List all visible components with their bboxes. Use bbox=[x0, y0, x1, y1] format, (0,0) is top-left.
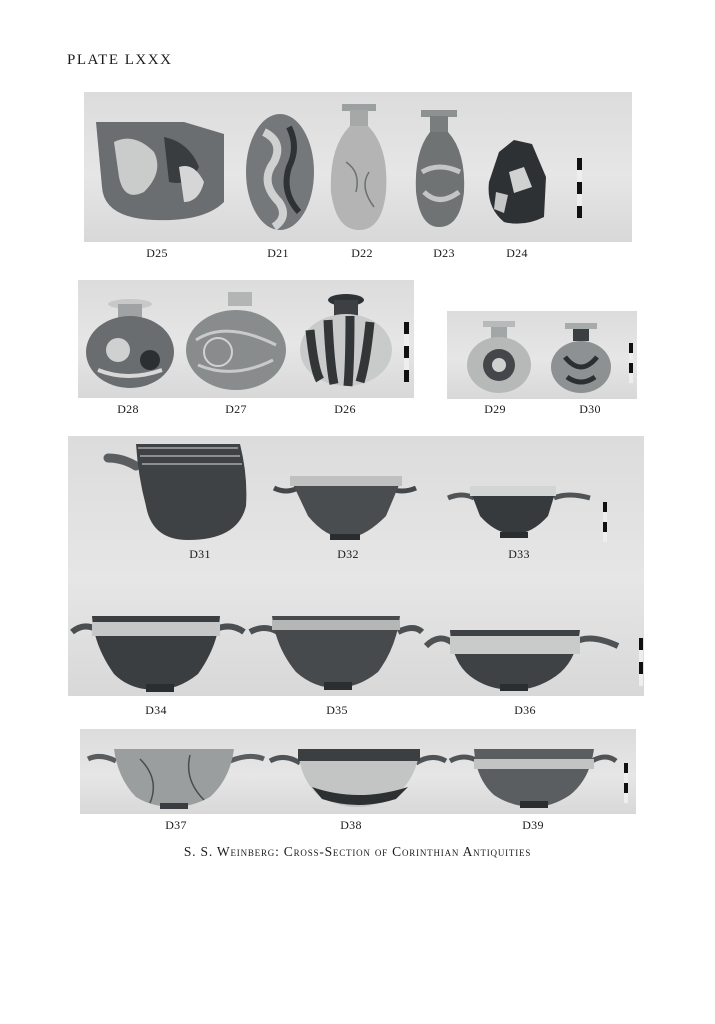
photo-panel-3 bbox=[68, 436, 644, 696]
plate-caption: S. S. Weinberg: Cross-Section of Corinthian Antiquities bbox=[183, 844, 532, 859]
plate-title: PLATE LXXX bbox=[67, 52, 173, 68]
label-d21: D21 bbox=[267, 246, 289, 260]
label-d23: D23 bbox=[433, 246, 455, 260]
label-d25: D25 bbox=[146, 246, 168, 260]
vessel-d36 bbox=[426, 630, 618, 691]
vessel-d31 bbox=[108, 444, 246, 540]
label-d32: D32 bbox=[337, 547, 359, 561]
vessel-d33 bbox=[448, 486, 590, 538]
label-d37: D37 bbox=[165, 818, 187, 832]
label-d30: D30 bbox=[579, 402, 601, 416]
vessel-d38 bbox=[270, 749, 446, 807]
photo-panel-2b bbox=[447, 311, 637, 399]
vessel-d28 bbox=[86, 299, 174, 388]
vessel-d30 bbox=[551, 323, 611, 393]
photo-panel-1 bbox=[84, 92, 632, 242]
vessel-d29 bbox=[467, 321, 531, 393]
label-d26: D26 bbox=[334, 402, 356, 416]
scale-bar bbox=[639, 638, 643, 686]
vessel-d39 bbox=[450, 749, 616, 808]
label-d36: D36 bbox=[514, 703, 536, 717]
scale-bar bbox=[624, 763, 628, 803]
vessel-d22 bbox=[331, 104, 387, 230]
vessel-d37 bbox=[88, 749, 264, 809]
label-d33: D33 bbox=[508, 547, 530, 561]
label-d35: D35 bbox=[326, 703, 348, 717]
label-d39: D39 bbox=[522, 818, 544, 832]
vessel-d23 bbox=[416, 110, 464, 227]
scale-bar bbox=[629, 343, 633, 383]
vessel-d34 bbox=[72, 616, 244, 692]
label-d34: D34 bbox=[145, 703, 167, 717]
scale-bar bbox=[577, 158, 582, 218]
vessel-d21 bbox=[246, 114, 314, 230]
label-d31: D31 bbox=[189, 547, 211, 561]
label-d27: D27 bbox=[225, 402, 247, 416]
vessel-d35 bbox=[250, 616, 422, 690]
label-d22: D22 bbox=[351, 246, 373, 260]
photo-panel-4 bbox=[80, 729, 636, 814]
vessel-d27 bbox=[186, 292, 286, 390]
label-d38: D38 bbox=[340, 818, 362, 832]
vessel-d24 bbox=[489, 140, 546, 224]
label-d24: D24 bbox=[506, 246, 528, 260]
vessel-d32 bbox=[274, 476, 416, 540]
photo-panel-2a bbox=[78, 280, 414, 398]
scale-bar bbox=[404, 322, 409, 382]
label-d28: D28 bbox=[117, 402, 139, 416]
vessel-d26 bbox=[300, 294, 392, 386]
scale-bar bbox=[603, 502, 607, 542]
label-d29: D29 bbox=[484, 402, 506, 416]
vessel-d25 bbox=[96, 122, 224, 220]
